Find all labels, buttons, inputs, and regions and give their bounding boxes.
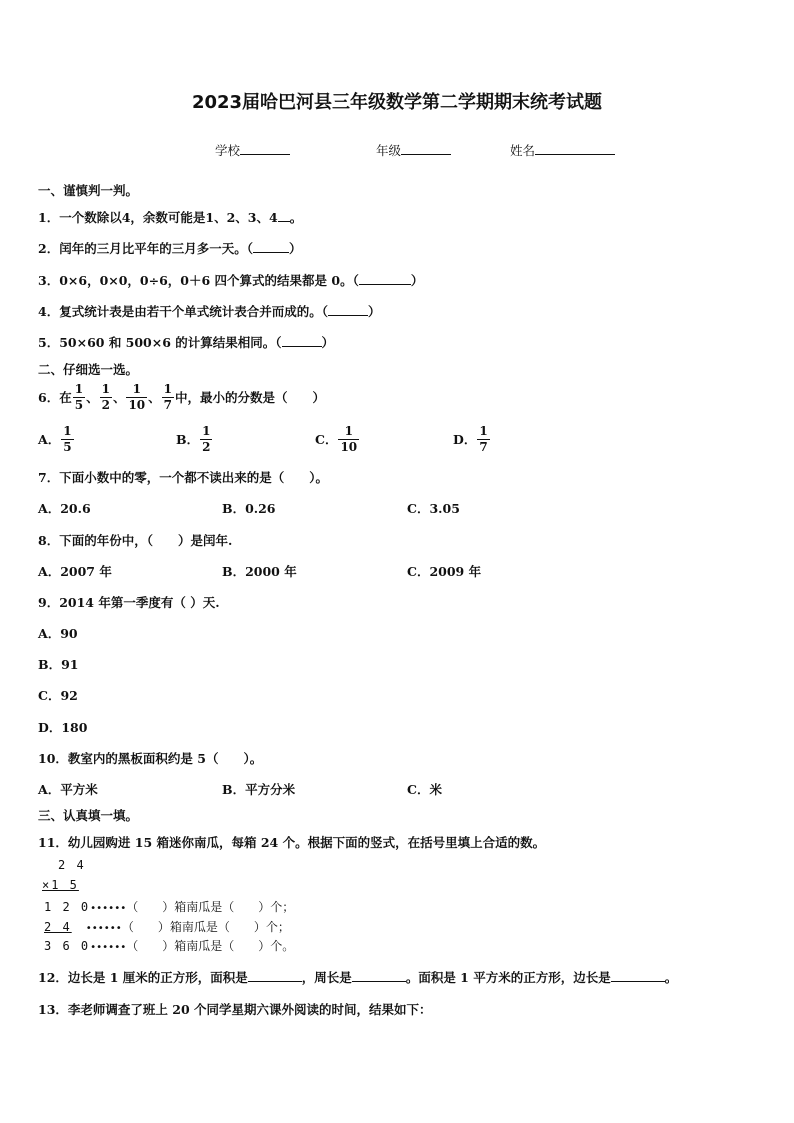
calc-row-text: （ ）箱南瓜是（ ）个； <box>121 920 290 934</box>
q7-option-c[interactable]: C．3.05 <box>407 501 460 516</box>
numerator: 1 <box>479 423 488 438</box>
school-blank[interactable] <box>240 141 290 155</box>
name-field <box>510 141 615 159</box>
q3-end: ） <box>410 273 424 288</box>
question-11: 11．幼儿园购进 15 箱迷你南瓜，每箱 24 个。根据下面的竖式，在括号里填上合适的数。 <box>38 835 546 850</box>
name-label: 姓名 <box>510 143 536 158</box>
numerator: 1 <box>74 381 84 396</box>
question-3 <box>38 271 423 289</box>
question-12 <box>38 968 677 986</box>
q6-fraction <box>73 382 85 413</box>
q7-option-b[interactable]: B．0.26 <box>222 501 276 516</box>
q6-separator: 、 <box>112 390 126 405</box>
denominator: 7 <box>479 439 488 454</box>
q5-blank[interactable] <box>282 333 322 347</box>
option-fraction <box>61 424 73 455</box>
q1-text: 1．一个数除以4，余数可能是1、2、3、4 <box>38 210 278 225</box>
q4-end: ） <box>367 304 381 319</box>
question-7: 7．下面小数中的零，一个都不读出来的是（ ）。 <box>38 470 328 485</box>
grade-label: 年级 <box>376 143 402 158</box>
section1-heading: 一、谨慎判一判。 <box>38 183 139 198</box>
q10-option-b[interactable]: B．平方分米 <box>222 782 296 797</box>
calc-row <box>44 918 290 935</box>
question-1 <box>38 208 302 226</box>
q12-text-c: 。面积是 1 平方米的正方形，边长是 <box>405 970 611 985</box>
q10-option-c[interactable]: C．米 <box>407 782 442 797</box>
q8-option-a[interactable]: A．2007 年 <box>38 564 112 579</box>
calc-dots: •••••• <box>90 942 127 953</box>
q6-option-d[interactable] <box>453 422 491 456</box>
q2-blank[interactable] <box>253 239 289 253</box>
q3-blank[interactable] <box>359 271 411 285</box>
q6-separator: 、 <box>86 390 99 405</box>
name-blank[interactable] <box>535 141 615 155</box>
calc-row-text: （ ）箱南瓜是（ ）个； <box>126 900 295 914</box>
q5-text: 5．50×60 和 500×6 的计算结果相同。（ <box>38 335 282 350</box>
q6-prefix: 6．在 <box>38 390 72 405</box>
q2-text: 2．闰年的三月比平年的三月多一天。（ <box>38 241 253 256</box>
q6-fraction <box>126 382 147 413</box>
calc-row-text: （ ）箱南瓜是（ ）个。 <box>126 939 295 953</box>
question-4 <box>38 302 380 320</box>
q6-separator: 、 <box>148 390 161 405</box>
question-10: 10．教室内的黑板面积约是 5（ ）。 <box>38 751 263 766</box>
calc-dots: •••••• <box>85 923 122 934</box>
q9-option-a[interactable]: A．90 <box>38 626 78 641</box>
option-fraction <box>477 424 489 455</box>
q9-option-b[interactable]: B．91 <box>38 657 79 672</box>
section2-heading: 二、仔细选一选。 <box>38 362 139 377</box>
question-6 <box>38 380 325 414</box>
q12-text-d: 。 <box>664 970 678 985</box>
q7-option-a[interactable]: A．20.6 <box>38 501 91 516</box>
denominator: 10 <box>128 397 146 412</box>
calc-row <box>44 898 294 915</box>
question-2 <box>38 239 301 257</box>
denominator: 2 <box>101 397 110 412</box>
option-label: B． <box>176 432 200 447</box>
q9-option-d[interactable]: D．180 <box>38 720 88 735</box>
option-fraction <box>200 424 212 455</box>
q6-option-c[interactable] <box>315 422 360 456</box>
q1-blank[interactable] <box>278 208 290 222</box>
q12-side-blank[interactable] <box>611 968 665 982</box>
denominator: 10 <box>340 439 358 454</box>
denominator: 5 <box>74 397 84 412</box>
q5-end: ） <box>321 335 335 350</box>
q12-perimeter-blank[interactable] <box>352 968 406 982</box>
question-5 <box>38 333 334 351</box>
q6-fraction <box>162 382 174 413</box>
q2-end: ） <box>288 241 302 256</box>
option-fraction <box>338 424 359 455</box>
calc-partial: 3 6 0 <box>44 939 91 953</box>
calc-row <box>44 937 294 954</box>
q10-option-a[interactable]: A．平方米 <box>38 782 98 797</box>
grade-blank[interactable] <box>401 141 451 155</box>
q12-area-blank[interactable] <box>248 968 302 982</box>
q6-suffix: 中，最小的分数是（ ） <box>175 390 326 405</box>
grade-field <box>376 141 451 159</box>
page-title: 2023届哈巴河县三年级数学第二学期期末统考试题 <box>191 92 603 113</box>
option-label: D． <box>453 432 477 447</box>
q6-option-a[interactable] <box>38 422 75 456</box>
option-label: C． <box>315 432 338 447</box>
numerator: 1 <box>63 423 72 438</box>
q4-blank[interactable] <box>328 302 368 316</box>
calc-partial: 2 4 <box>44 920 72 934</box>
q1-end: 。 <box>289 210 303 225</box>
option-label: A． <box>38 432 61 447</box>
question-13: 13．李老师调查了班上 20 个同学星期六课外阅读的时间，结果如下： <box>38 1002 432 1017</box>
question-8: 8．下面的年份中，（ ）是闰年. <box>38 533 233 548</box>
numerator: 1 <box>338 424 359 440</box>
denominator: 5 <box>63 439 72 454</box>
calc-partial: 1 2 0 <box>44 900 91 914</box>
q6-option-b[interactable] <box>176 422 213 456</box>
denominator: 7 <box>163 397 173 412</box>
school-field <box>215 141 290 159</box>
calc-dots: •••••• <box>90 903 127 914</box>
q9-option-c[interactable]: C．92 <box>38 688 78 703</box>
q8-option-b[interactable]: B．2000 年 <box>222 564 297 579</box>
calc-multiplier: ×1 5 <box>42 878 79 892</box>
calc-multiplicand: 2 4 <box>58 858 86 872</box>
numerator: 1 <box>126 382 147 398</box>
denominator: 2 <box>202 439 211 454</box>
school-label: 学校 <box>215 143 241 158</box>
q12-text-a: 12．边长是 1 厘米的正方形，面积是 <box>38 970 248 985</box>
q12-text-b: ，周长是 <box>301 970 352 985</box>
numerator: 1 <box>101 381 110 396</box>
section3-heading: 三、认真填一填。 <box>38 808 139 823</box>
q8-option-c[interactable]: C．2009 年 <box>407 564 482 579</box>
numerator: 1 <box>202 423 211 438</box>
numerator: 1 <box>163 381 173 396</box>
q3-text: 3．0×6，0×0，0÷6，0＋6 四个算式的结果都是 0。（ <box>38 273 359 288</box>
q4-text: 4．复式统计表是由若干个单式统计表合并而成的。（ <box>38 304 328 319</box>
question-9: 9．2014 年第一季度有（ ）天. <box>38 595 220 610</box>
q6-fraction <box>100 382 112 413</box>
